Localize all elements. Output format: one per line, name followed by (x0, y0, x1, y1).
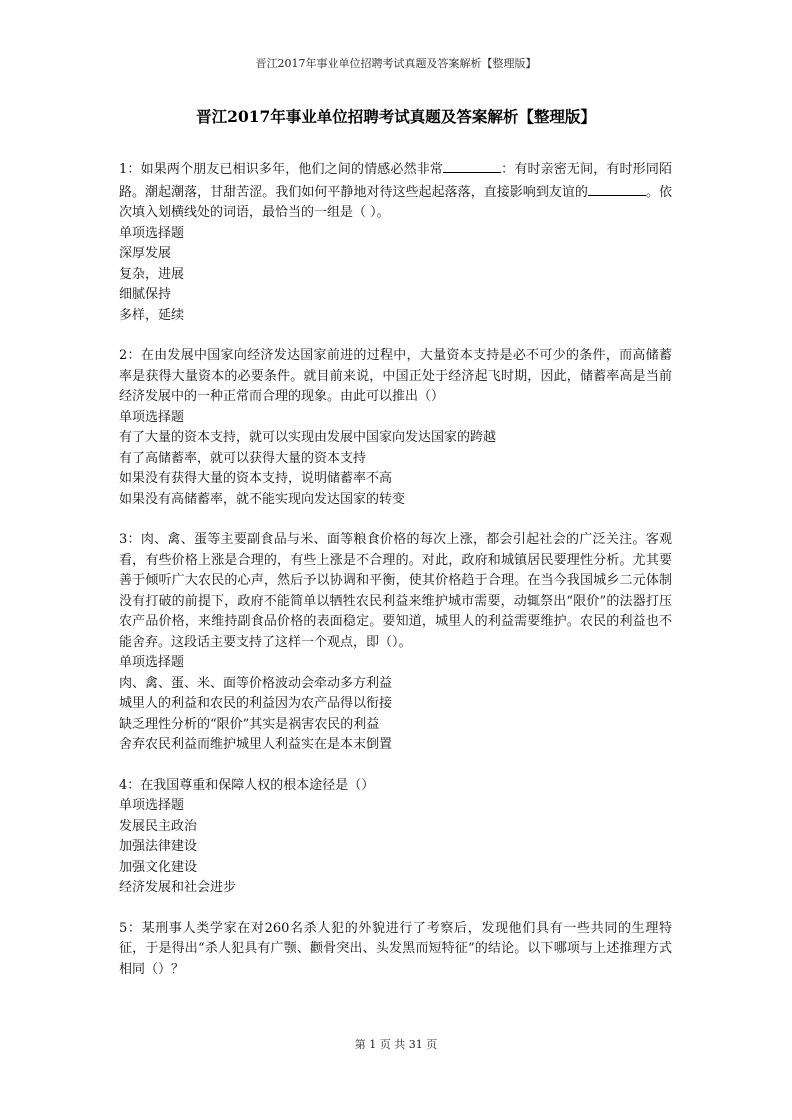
blank-line (443, 158, 501, 173)
option: 如果没有获得大量的资本支持，说明储蓄率不高 (119, 471, 393, 486)
question-1 (119, 158, 672, 326)
option: 缺乏理性分析的“限价”其实是祸害农民的利益 (119, 716, 380, 732)
option: 发展民主政治 (119, 818, 198, 834)
question-type: 单项选择题 (119, 655, 185, 670)
option: 加强文化建设 (119, 859, 198, 875)
question-4 (119, 776, 672, 899)
question-text: 2：在由发展中国家向经济发达国家前进的过程中，大量资本支持是必不可少的条件，而高储蓄率是获得大量资本的必要条件。就目前来说，中国正处于经济起飞时期，因此，储蓄率高是当前经济发展中的一种正常而合理的现象。由此可以推出（） (119, 348, 672, 404)
option: 多样，延续 (119, 307, 185, 323)
option: 如果没有高储蓄率，就不能实现向发达国家的转变 (119, 491, 406, 507)
option: 肉、禽、蛋、米、面等价格波动会牵动多方利益 (119, 675, 393, 691)
question-text: 5：某刑事人类学家在对260名杀人犯的外貌进行了考察后，发现他们具有一些共同的生理特征，于是得出“杀人犯具有广颚、颧骨突出、头发黑而短特征”的结论。以下哪项与上述推理方式相同（）？ (119, 920, 672, 977)
document-title: 晋江2017年事业单位招聘考试真题及答案解析【整理版】 (196, 107, 596, 126)
question-5 (119, 919, 672, 981)
question-type: 单项选择题 (119, 798, 185, 813)
option: 经济发展和社会进步 (119, 880, 237, 895)
running-header: 晋江2017年事业单位招聘考试真题及答案解析【整理版】 (255, 57, 537, 70)
question-type: 单项选择题 (119, 225, 185, 241)
option: 城里人的利益和农民的利益因为农产品得以衔接 (119, 696, 393, 711)
question-3 (119, 530, 672, 756)
blank-line (588, 181, 646, 196)
option: 细腻保持 (119, 287, 172, 302)
option: 有了大量的资本支持，就可以实现由发展中国家向发达国家的跨越 (119, 430, 497, 445)
option: 有了高储蓄率，就可以获得大量的资本支持 (119, 450, 367, 466)
question-text-part: ：有时亲密无间，有时形同陌路。潮起潮落，甘甜苦涩。我们如何平静地对待这些起起落落，直接影响到友谊的 (119, 162, 672, 200)
page-number: 第 1 页 共 31 页 (354, 1038, 438, 1051)
question-text-part: 。依次填入划横线处的词语，最恰当的一组是（ ）。 (119, 184, 672, 220)
question-text-part: 1：如果两个朋友已相识多年，他们之间的情感必然非常 (119, 162, 444, 177)
option: 复杂，进展 (119, 266, 185, 282)
question-2 (119, 346, 672, 510)
question-text: 4：在我国尊重和保障人权的根本途径是（） (119, 777, 375, 793)
option: 深厚发展 (119, 246, 172, 261)
question-text (119, 158, 672, 224)
option: 加强法律建设 (119, 839, 198, 854)
question-text: 3：肉、禽、蛋等主要副食品与米、面等粮食价格的每次上涨，都会引起社会的广泛关注。客观看，有些价格上涨是合理的，有些上涨是不合理的。对此，政府和城镇居民要理性分析。尤其要善于倾听广大农民的心声，然后予以协调和平衡，使其价格趋于合理。在当今我国城乡二元体制没有打破的前提下，政府不能简单以牺牲农民利益来维护城市需要，动辄祭出“限价”的法器打压农产品价格，来维持副食品价格的表面稳定。要知道，城里人的利益需要维护。农民的利益也不能舍弃。这段话主要支持了这样一个观点，即（）。 (119, 532, 672, 650)
option: 舍弃农民利益而维护城里人利益实在是本末倒置 (119, 737, 393, 752)
question-list (119, 158, 672, 1000)
question-type: 单项选择题 (119, 409, 185, 425)
